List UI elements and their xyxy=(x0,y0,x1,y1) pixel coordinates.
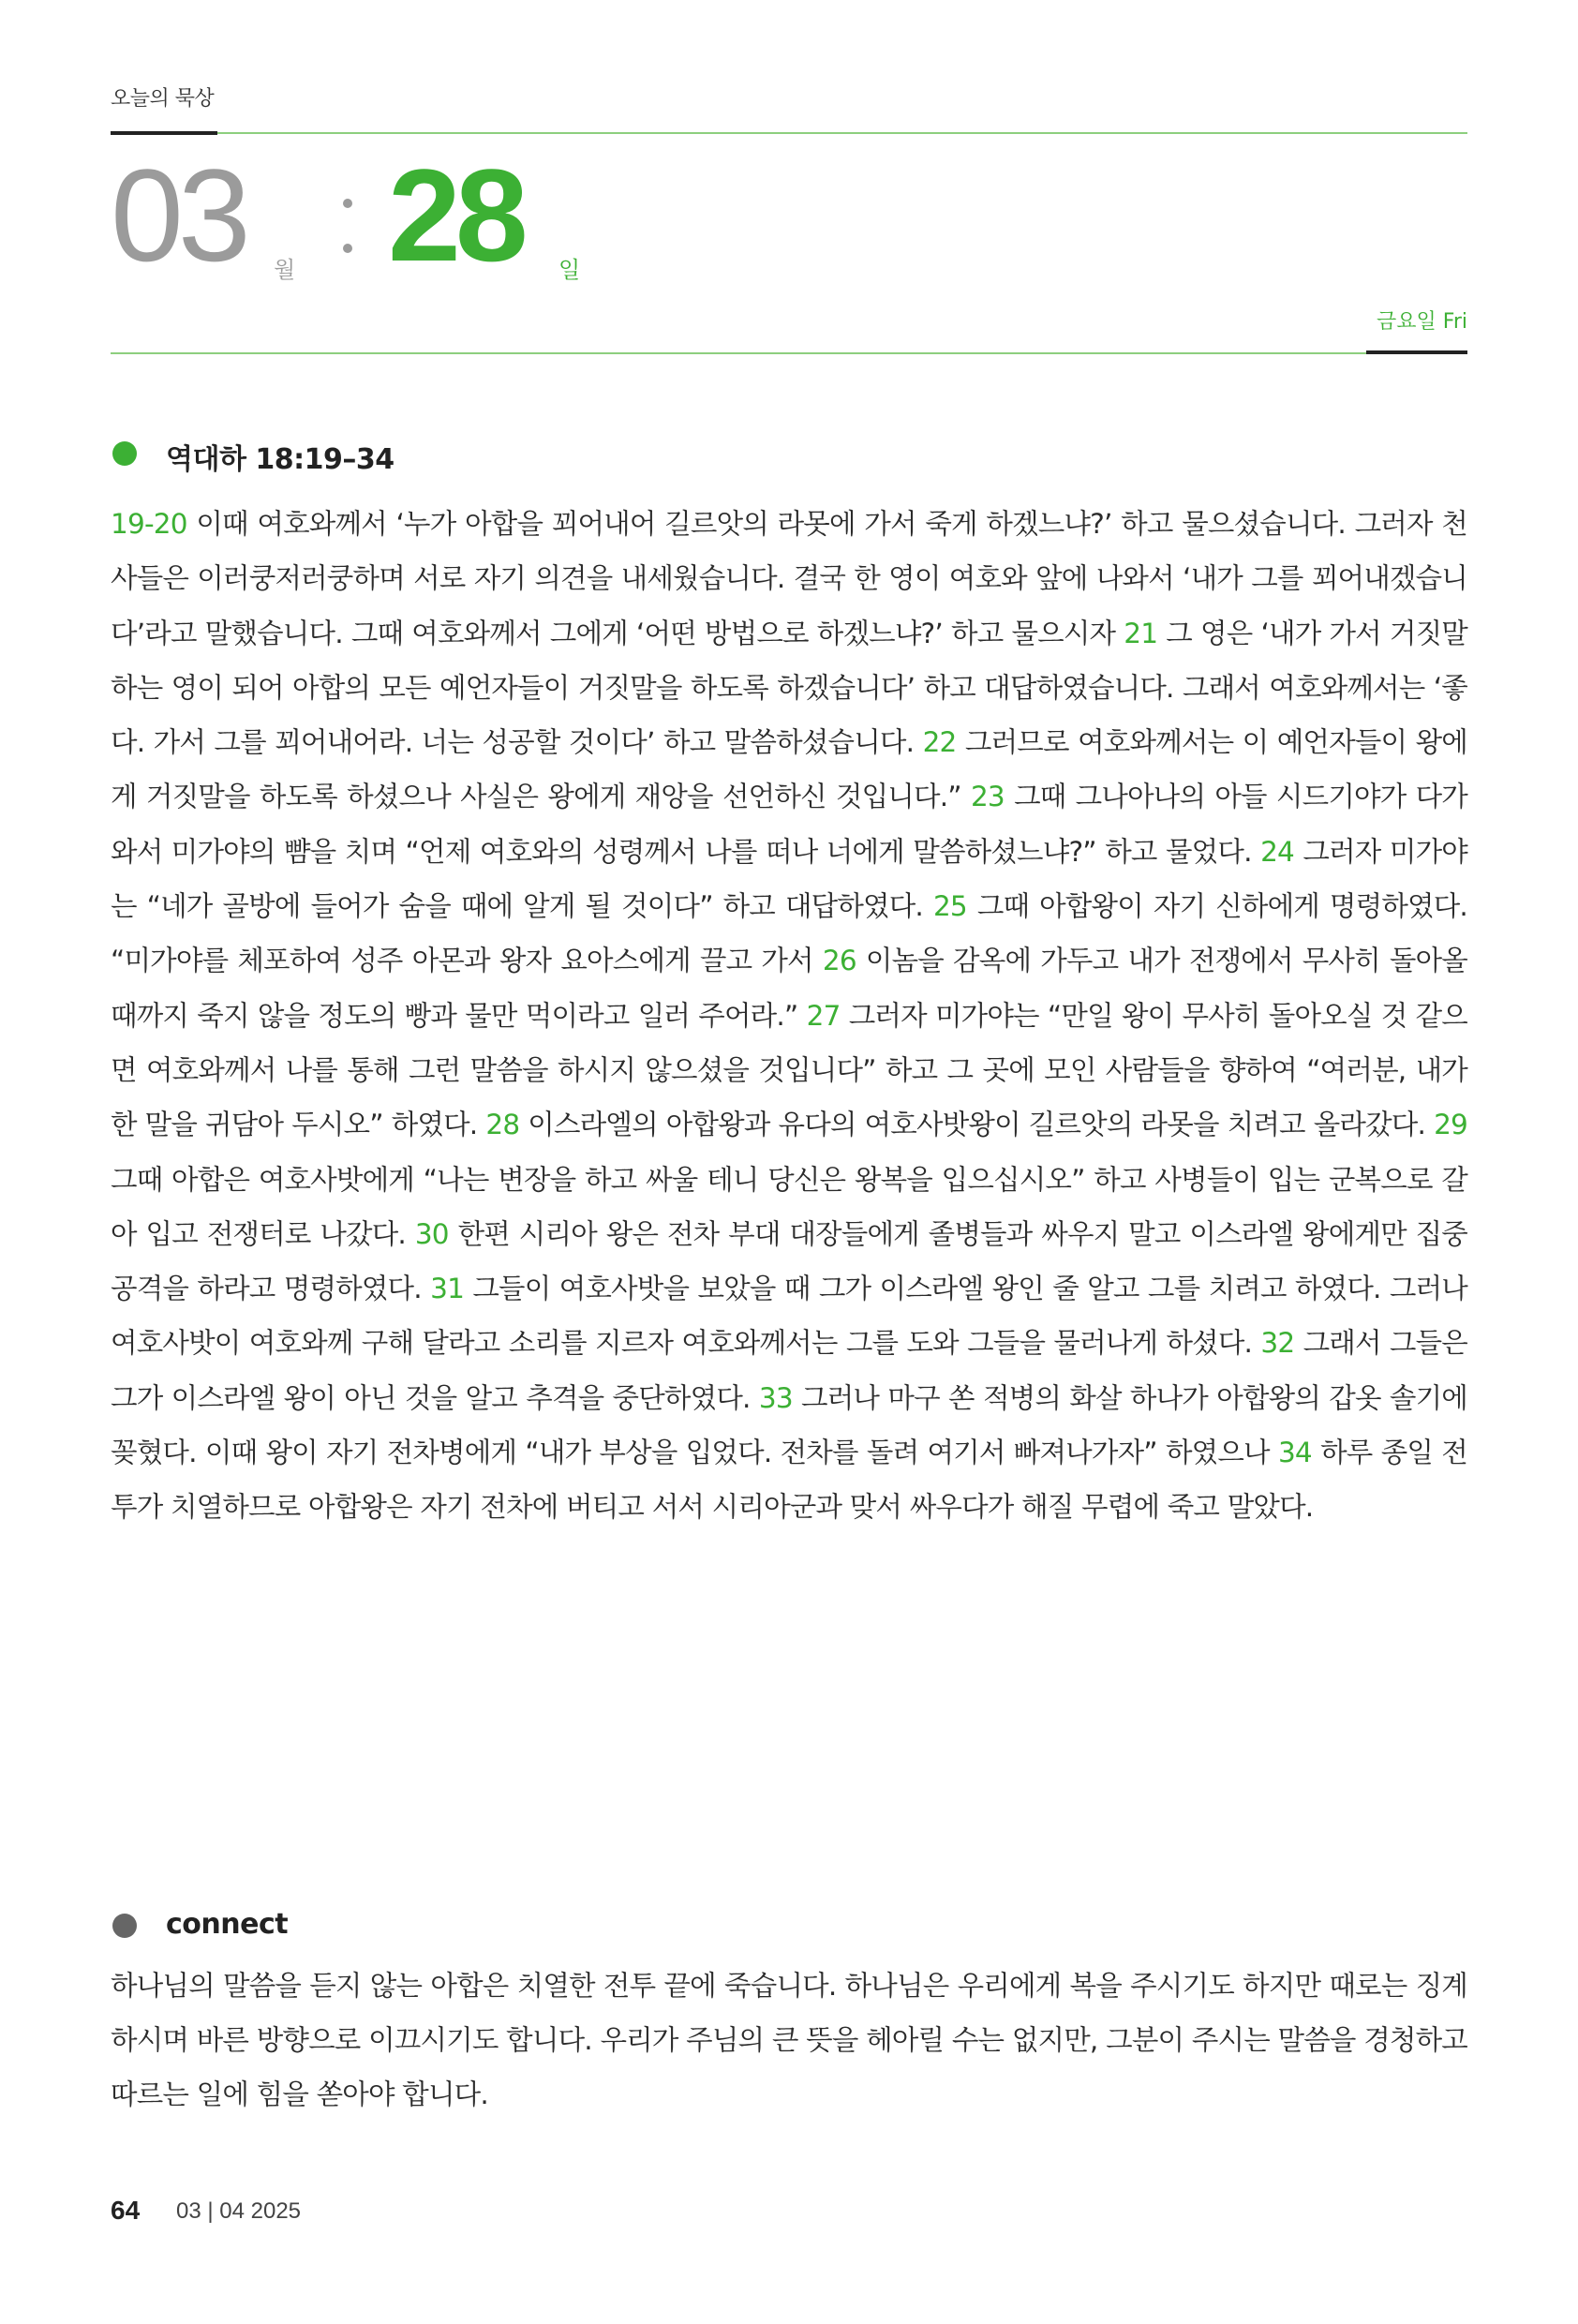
verse-text: 한편 시리아 왕은 전차 부대 대장들에게 졸병들과 싸우지 말고 이스라엘 왕에게만 집중 공격을 하라고 명령하였다. xyxy=(111,1217,1467,1305)
date-colon-separator xyxy=(341,199,354,264)
weekday-rule-accent xyxy=(1366,350,1467,354)
verse-number: 19-20 xyxy=(111,508,187,540)
verse-text: 그러자 미가야는 “네가 골방에 들어가 숨을 때에 알게 될 것이다” 하고 대답하였다. xyxy=(111,835,1467,923)
verse-number: 32 xyxy=(1260,1327,1295,1360)
verse-text: 이놈을 감옥에 가두고 내가 전쟁에서 무사히 돌아올 때까지 죽지 않을 정도의 빵과 물만 먹이라고 일러 주어라.” xyxy=(111,945,1467,1032)
month-unit: 월 xyxy=(274,257,296,283)
verse-text: 그러자 미가야는 “만일 왕이 무사히 돌아오실 것 같으면 여호와께서 나를 통해 그런 말씀을 하시지 않으셨을 것입니다” 하고 그 곳에 모인 사람들을 향하여 “여러분, 내가 한 말을 귀담아 두시오” 하였다. xyxy=(111,999,1467,1141)
verse-text: 그때 아합은 여호사밧에게 “나는 변장을 하고 싸울 테니 당신은 왕복을 입으십시오” 하고 사병들이 입는 군복으로 갈아 입고 전쟁터로 나갔다. xyxy=(111,1163,1467,1250)
scripture-passage xyxy=(111,497,1467,1535)
verse-text: 그러므로 여호와께서는 이 예언자들이 왕에게 거짓말을 하도록 하셨으나 사실은 왕에게 재앙을 선언하신 것입니다.” xyxy=(111,726,1467,813)
verse-number: 31 xyxy=(430,1273,465,1305)
date-divider-rule xyxy=(111,352,1366,354)
verse-number: 28 xyxy=(485,1109,520,1141)
verse-number: 26 xyxy=(822,945,856,977)
verse-text: 이때 여호와께서 ‘누가 아합을 꾀어내어 길르앗의 라못에 가서 죽게 하겠느냐?’ 하고 물으셨습니다. 그러자 천사들은 이러쿵저러쿵하며 서로 자기 의견을 내세웠습니다. 결국 한 영이 여호와 앞에 나와서 ‘내가 그를 꾀어내겠습니다’라고 말했습니다. 그때 여호와께서 그에게 ‘어떤 방법으로 하겠느냐?’ 하고 물으시자 xyxy=(111,508,1467,649)
verse-number: 34 xyxy=(1277,1437,1312,1469)
header-rule xyxy=(217,132,1467,134)
scripture-bullet-icon xyxy=(112,441,137,466)
verse-text: 그때 그나아나의 아들 시드기야가 다가와서 미가야의 뺨을 치며 “언제 여호와의 성령께서 나를 떠나 너에게 말씀하셨느냐?” 하고 물었다. xyxy=(111,781,1467,868)
verse-number: 25 xyxy=(932,890,967,923)
header-rule-accent xyxy=(111,131,217,135)
verse-number: 30 xyxy=(414,1217,449,1250)
day-unit: 일 xyxy=(558,257,581,283)
verse-text: 이스라엘의 아합왕과 유다의 여호사밧왕이 길르앗의 라못을 치려고 올라갔다. xyxy=(519,1109,1435,1141)
page-number: 64 xyxy=(111,2196,141,2225)
verse-number: 22 xyxy=(922,726,957,759)
verse-number: 33 xyxy=(758,1381,793,1414)
verse-number: 24 xyxy=(1260,835,1295,868)
verse-text: 그래서 그들은 그가 이스라엘 왕이 아닌 것을 알고 추격을 중단하였다. xyxy=(111,1327,1467,1414)
verse-number: 29 xyxy=(1434,1109,1468,1141)
verse-text: 그 영은 ‘내가 가서 거짓말하는 영이 되어 아합의 모든 예언자들이 거짓말을 하도록 하겠습니다’ 하고 대답하였습니다. 그래서 여호와께서는 ‘좋다. 가서 그를 꾀어내어라. 너는 성공할 것이다’ 하고 말씀하셨습니다. xyxy=(111,617,1468,759)
connect-body: 하나님의 말씀을 듣지 않는 아합은 치열한 전투 끝에 죽습니다. 하나님은 우리에게 복을 주시기도 하지만 때로는 징계하시며 바른 방향으로 이끄시기도 합니다. 우리가 주님의 큰 뜻을 헤아릴 수는 없지만, 그분이 주시는 말씀을 경청하고 따르는 일에 힘을 쏟아야 합니다. xyxy=(111,1970,1467,2110)
issue-date: 03 | 04 2025 xyxy=(176,2198,302,2224)
verse-text: 하루 종일 전투가 치열하므로 아합왕은 자기 전차에 버티고 서서 시리아군과 맞서 싸우다가 해질 무렵에 죽고 말았다. xyxy=(111,1437,1468,1524)
section-label: 오늘의 묵상 xyxy=(111,87,215,111)
verse-text: 그들이 여호사밧을 보았을 때 그가 이스라엘 왕인 줄 알고 그를 치려고 하였다. 그러나 여호사밧이 여호와께 구해 달라고 소리를 지르자 여호와께서는 그를 도와 그들을 물러나게 하셨다. xyxy=(111,1273,1467,1360)
connect-bullet-icon xyxy=(112,1914,137,1938)
scripture-reference: 역대하 18:19–34 xyxy=(166,443,394,476)
weekday-label: 금요일 Fri xyxy=(1377,310,1467,334)
verse-text: 그때 아합왕이 자기 신하에게 명령하였다. “미가야를 체포하여 성주 아몬과 왕자 요아스에게 끌고 가서 xyxy=(111,890,1467,977)
verse-number: 27 xyxy=(806,999,841,1032)
verse-number: 21 xyxy=(1124,617,1158,649)
month-number: 03 xyxy=(111,142,246,289)
day-number: 28 xyxy=(388,142,523,289)
verse-number: 23 xyxy=(970,781,1005,813)
verse-text: 그러나 마구 쏜 적병의 화살 하나가 아합왕의 갑옷 솔기에 꽂혔다. 이때 왕이 자기 전차병에게 “내가 부상을 입었다. 전차를 돌려 여기서 빠져나가자” 하였으나 xyxy=(111,1381,1467,1469)
connect-heading: connect xyxy=(166,1908,289,1941)
